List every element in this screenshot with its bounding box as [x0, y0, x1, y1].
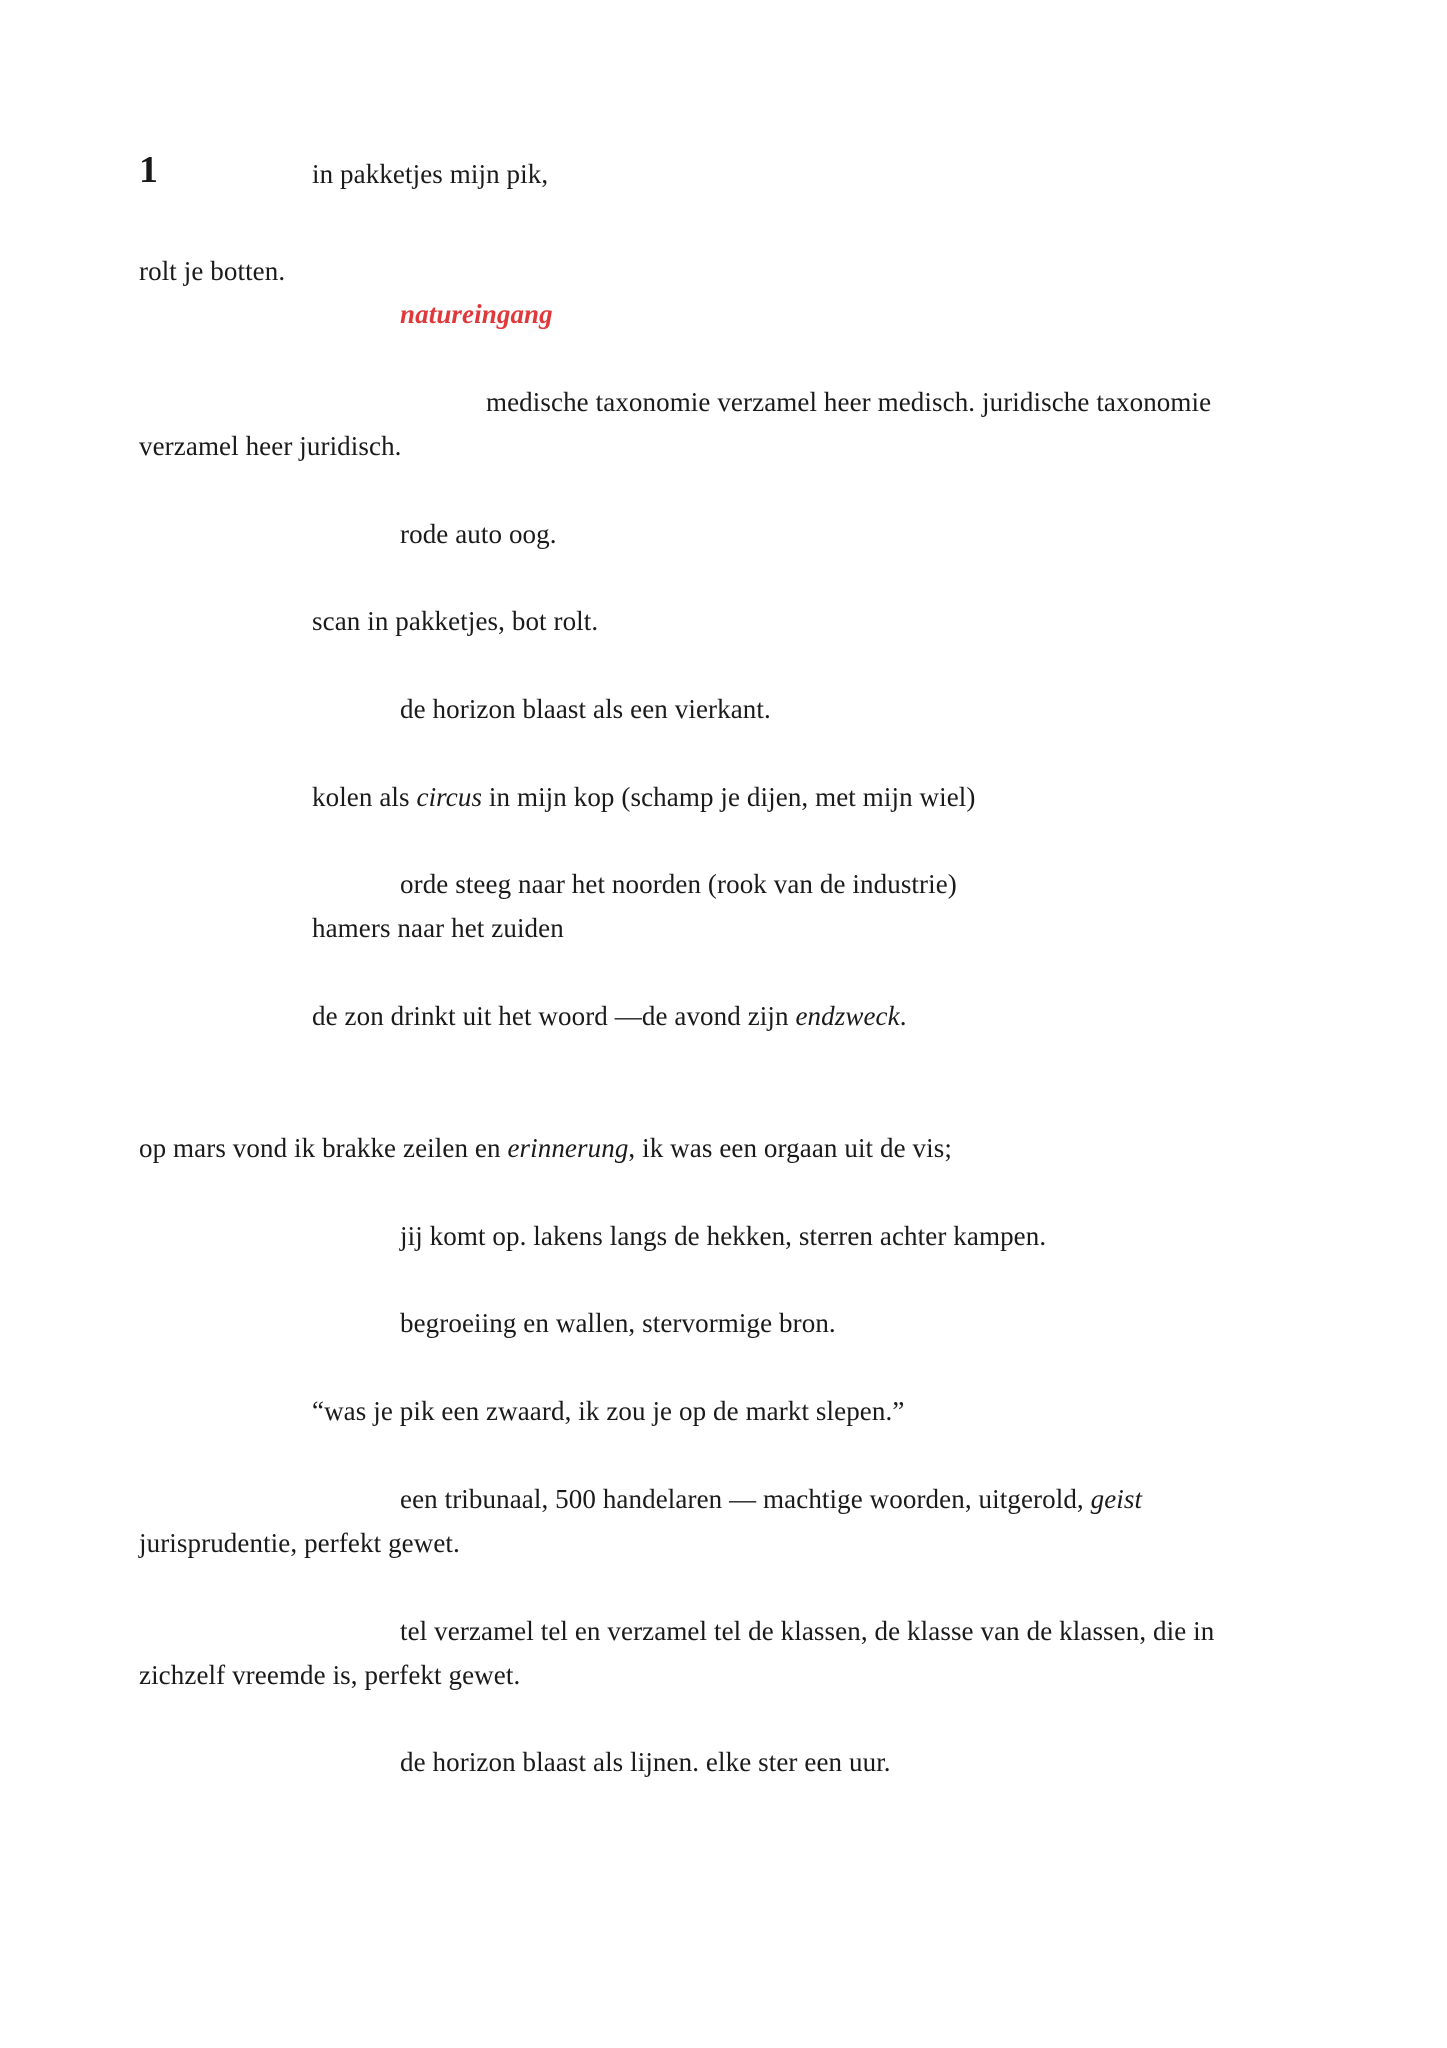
poem-line: medische taxonomie verzamel heer medisch. juridische taxonomie [486, 387, 1212, 417]
poem-line: zichzelf vreemde is, perfekt gewet. [139, 1660, 521, 1690]
italic-word: endzweck [795, 1001, 900, 1031]
poem-line: jij komt op. lakens langs de hekken, sterren achter kampen. [400, 1221, 1047, 1251]
line-text: een tribunaal, 500 handelaren — machtige woorden, uitgerold, [400, 1484, 1091, 1514]
poem-heading-red: natureingang [400, 299, 553, 329]
poem-line [400, 1477, 1142, 1521]
italic-word: geist [1090, 1484, 1143, 1514]
poem-line: scan in pakketjes, bot rolt. [312, 606, 599, 636]
poem-line: in pakketjes mijn pik, [312, 159, 549, 189]
italic-word: erinnerung [507, 1133, 629, 1163]
poem-line: tel verzamel tel en verzamel tel de klassen, de klasse van de klassen, die in [400, 1616, 1215, 1646]
poem-line: hamers naar het zuiden [312, 913, 564, 943]
poem-line: rolt je botten. [139, 256, 286, 286]
poem-line: de horizon blaast als een vierkant. [400, 694, 771, 724]
section-number: 1 [139, 149, 158, 191]
line-text: de zon drinkt uit het woord —de avond zijn [312, 1001, 796, 1031]
line-text: . [899, 1001, 907, 1031]
poem-line: jurisprudentie, perfekt gewet. [139, 1528, 460, 1558]
poem-line: “was je pik een zwaard, ik zou je op de markt slepen.” [312, 1396, 905, 1426]
poem-line [139, 1126, 952, 1170]
line-text: kolen als [312, 782, 417, 812]
poem-line [312, 775, 976, 819]
line-text: in mijn kop (schamp je dijen, met mijn wiel) [482, 782, 976, 812]
poem-line: orde steeg naar het noorden (rook van de industrie) [400, 869, 957, 899]
poem-line: de horizon blaast als lijnen. elke ster een uur. [400, 1747, 891, 1777]
poem-line: rode auto oog. [400, 519, 557, 549]
line-text: op mars vond ik brakke zeilen en [139, 1133, 508, 1163]
poem-line: verzamel heer juridisch. [139, 431, 402, 461]
italic-word: circus [416, 782, 483, 812]
poem-line [312, 994, 907, 1038]
poem-line: begroeiing en wallen, stervormige bron. [400, 1308, 836, 1338]
line-text: , ik was een orgaan uit de vis; [628, 1133, 952, 1163]
